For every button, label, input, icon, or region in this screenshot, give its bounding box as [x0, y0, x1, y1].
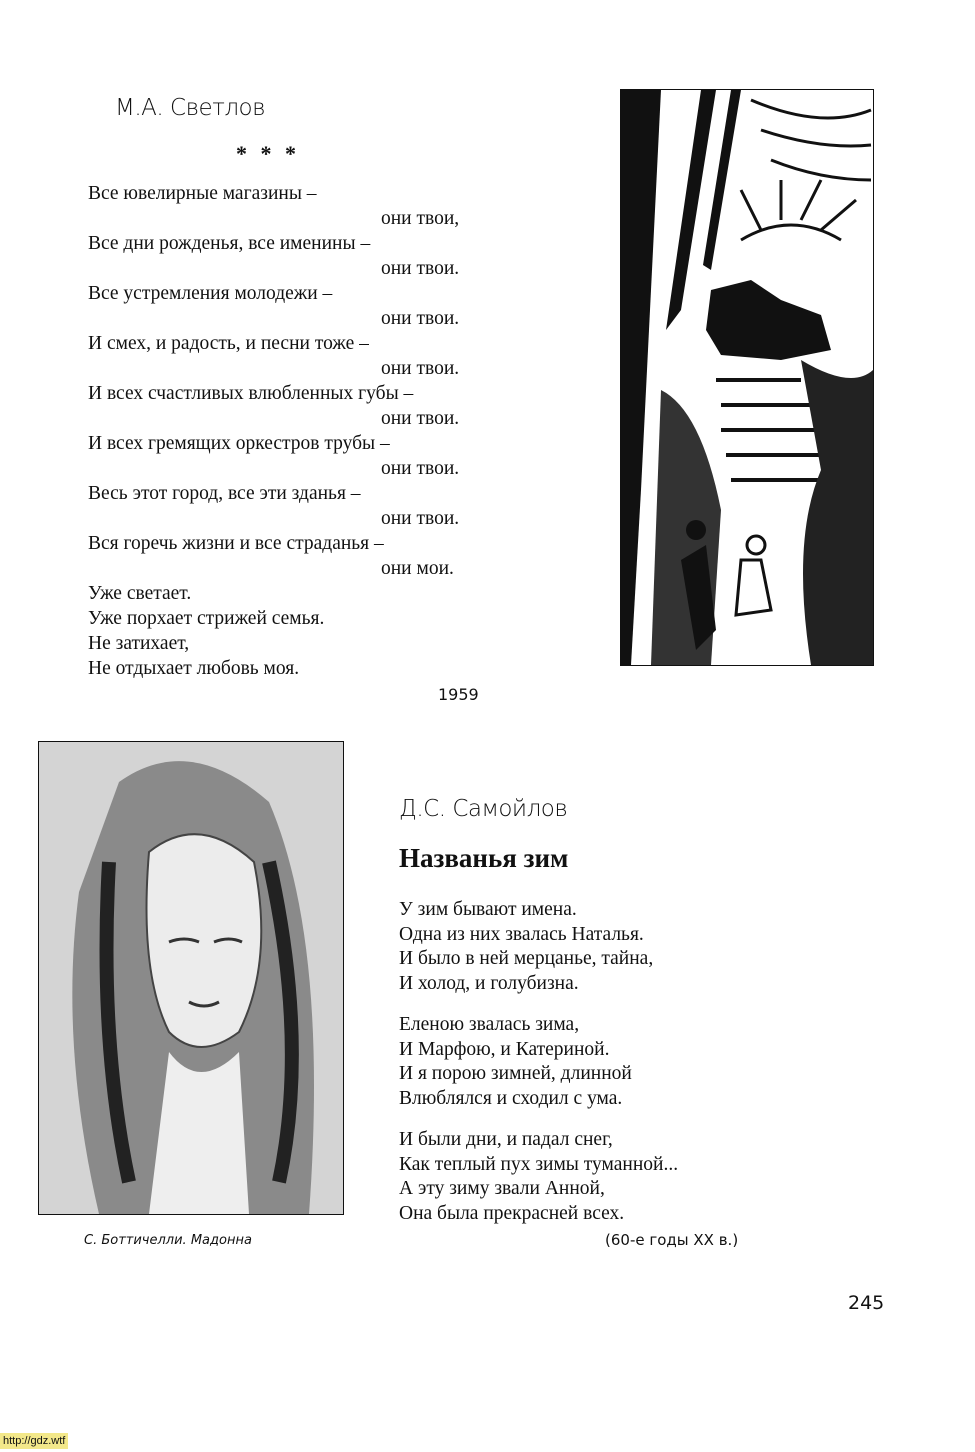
- poem-line: А эту зиму звали Анной,: [399, 1178, 605, 1199]
- poem-line: Одна из них звалась Наталья.: [399, 923, 644, 945]
- poem-line: Как теплый пух зимы туманной...: [399, 1153, 679, 1175]
- poem-line: И холод, и голубизна.: [399, 972, 579, 994]
- poem-line: У зим бывают имена.: [399, 899, 577, 920]
- poem1-year: 1959: [438, 685, 479, 704]
- poem-line: И я порою зимней, длинной: [399, 1063, 632, 1084]
- illustration-caption: С. Боттичелли. Мадонна: [84, 1233, 252, 1248]
- poem-line: они твои.: [381, 508, 460, 529]
- page-number: 245: [848, 1292, 885, 1314]
- poem-line: Все дни рожденья, все именины –: [88, 233, 371, 254]
- botticelli-madonna-illustration: [38, 741, 344, 1215]
- poem-line: И всех счастливых влюбленных губы –: [88, 383, 414, 404]
- poem1-stars: * * *: [236, 141, 300, 166]
- poem-line: они твои.: [381, 358, 460, 379]
- poem2-author: Д.С. Самойлов: [399, 796, 568, 822]
- poem-line: И всех гремящих оркестров трубы –: [88, 433, 390, 454]
- poem-line: они твои.: [381, 308, 460, 329]
- poem-line: Не отдыхает любовь моя.: [88, 658, 300, 679]
- poem-line: Уже порхает стрижей семья.: [88, 608, 325, 629]
- poem-line: они твои.: [381, 408, 460, 429]
- poem1-author: М.А. Светлов: [115, 95, 266, 121]
- poem-line: Все ювелирные магазины –: [88, 183, 317, 204]
- poem-line: они твои,: [381, 208, 460, 229]
- poem-line: они мои.: [381, 558, 454, 579]
- poem-line: Весь этот город, все эти зданья –: [88, 483, 361, 504]
- poem-line: Еленою звалась зима,: [399, 1014, 580, 1035]
- poem-line: И смех, и радость, и песни тоже –: [88, 333, 369, 354]
- poem-line: Вся горечь жизни и все страданья –: [88, 533, 384, 554]
- poem-line: Уже светает.: [88, 583, 192, 604]
- poem-line: они твои.: [381, 458, 460, 479]
- watermark-link[interactable]: http://gdz.wtf: [0, 1433, 68, 1449]
- poem-line: Влюблялся и сходил с ума.: [399, 1087, 623, 1109]
- poem-line: И было в ней мерцанье, тайна,: [399, 948, 654, 969]
- poem-line: Все устремления молодежи –: [88, 283, 333, 304]
- poem2-date: (60-е годы XX в.): [605, 1231, 739, 1249]
- poem-line: Она была прекрасней всех.: [399, 1202, 625, 1224]
- poem2-title: Названья зим: [399, 843, 569, 873]
- poem-line: И были дни, и падал снег,: [399, 1129, 613, 1150]
- park-couple-illustration: [620, 89, 874, 666]
- poem-line: И Марфою, и Катериной.: [399, 1038, 610, 1060]
- poem-line: Не затихает,: [88, 633, 190, 654]
- poem-line: они твои.: [381, 258, 460, 279]
